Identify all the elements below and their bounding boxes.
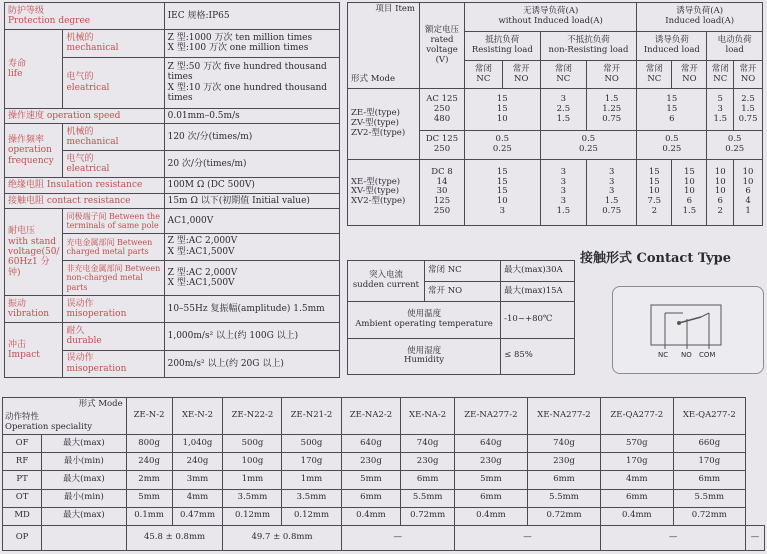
val: 3 3 3 3 1.5 xyxy=(540,159,586,225)
param-value: 660g xyxy=(673,435,746,453)
no-value: 最大(max)15A xyxy=(501,281,575,302)
row-value: 10–55Hz 复振幅(amplitude) 1.5mm xyxy=(164,296,339,323)
spec-table xyxy=(4,2,340,378)
no-label: 常开 NO xyxy=(425,281,501,302)
param-value: 1mm xyxy=(282,471,341,489)
param-cond: 最大(max) xyxy=(42,507,126,525)
op-cond xyxy=(42,526,126,551)
current-table xyxy=(347,260,575,375)
sub-label: 充电金属部间 Between charged metal parts xyxy=(63,233,164,260)
op-value: — xyxy=(454,526,600,551)
induced-header: 诱导负荷(A) Induced load(A) xyxy=(637,3,763,32)
param-value: 0.72mm xyxy=(401,507,455,525)
param-value: 240g xyxy=(126,453,172,471)
induced-load-header: 诱导负荷 Induced load xyxy=(637,31,707,60)
param-value: 6mm xyxy=(527,471,600,489)
row-value: 120 次/分(times/m) xyxy=(164,123,339,150)
val: 15 15 15 10 3 xyxy=(465,159,541,225)
voltage: 480 xyxy=(433,113,451,124)
val: 15 15 10 xyxy=(465,89,541,130)
row-value: IEC 规格:IP65 xyxy=(164,3,339,30)
param-value: 640g xyxy=(454,435,527,453)
param-value: 6mm xyxy=(341,489,401,507)
param-value: 0.47mm xyxy=(172,507,223,525)
row-label: 振动 vibration xyxy=(5,296,63,323)
param-value: 0.4mm xyxy=(341,507,401,525)
motor-load-header: 电动负荷 load xyxy=(707,31,763,60)
current-kind: AC xyxy=(426,94,439,104)
com-terminal-label: COM xyxy=(699,351,716,359)
val: 1.5 1.25 0.75 xyxy=(587,89,637,130)
nc-header: 常闭 NC xyxy=(707,60,734,89)
row-label: 操作频率 operation frequency xyxy=(5,123,63,178)
model-header: ZE-QA277-2 xyxy=(601,398,673,435)
sub-label: 误动作 misoperation xyxy=(63,350,164,377)
param-value: 4mm xyxy=(172,489,223,507)
param-value: 240g xyxy=(172,453,223,471)
temp-label: 使用温度 Ambient operating temperature xyxy=(348,302,501,338)
model-header: XE-NA-2 xyxy=(401,398,455,435)
param-value: 230g xyxy=(527,453,600,471)
param-value: 0.12mm xyxy=(282,507,341,525)
contact-type-title: 接触形式 Contact Type xyxy=(580,251,732,266)
no-header: 常开 NO xyxy=(502,60,540,89)
param-code: RF xyxy=(3,453,42,471)
row-label: 寿命 life xyxy=(5,30,63,108)
param-value: 5.5mm xyxy=(527,489,600,507)
sub-label: 非充电金属部间 Between non-charged metal parts xyxy=(63,260,164,295)
val: 15 15 10 7.5 2 xyxy=(637,159,672,225)
sub-label: 同极端子间 Between the terminals of same pole xyxy=(63,209,164,234)
row-value: 100M Ω (DC 500V) xyxy=(164,178,339,193)
contact-diagram xyxy=(612,286,764,374)
param-value: 100g xyxy=(223,453,282,471)
param-value: 5.5mm xyxy=(673,489,746,507)
voltage-cell: DC 8 14 30 125 250 xyxy=(420,159,465,225)
param-value: 500g xyxy=(223,435,282,453)
val: 10 10 10 6 2 xyxy=(707,159,734,225)
op-row xyxy=(3,526,765,551)
row-label: 防护等级 Protection degree xyxy=(5,3,165,30)
temp-value: -10~+80℃ xyxy=(501,302,575,338)
op-value: — xyxy=(601,526,746,551)
row-label: 耐电压 with stand voltage(50/ 60Hz1 分钟) xyxy=(5,209,63,296)
spec-row xyxy=(3,507,765,525)
nc-header: 常闭 NC xyxy=(637,60,672,89)
param-value: 170g xyxy=(282,453,341,471)
model-header: XE-N-2 xyxy=(172,398,223,435)
val: 0.5 0.25 xyxy=(465,130,541,159)
nc-label: 常闭 NC xyxy=(425,261,501,282)
row-label: 接触电阻 contact resistance xyxy=(5,193,165,208)
no-header: 常开 NO xyxy=(587,60,637,89)
param-value: 6mm xyxy=(454,489,527,507)
val: 10 10 6 4 1 xyxy=(734,159,763,225)
param-value: 6mm xyxy=(401,471,455,489)
val: 0.5 0.25 xyxy=(707,130,763,159)
param-code: OF xyxy=(3,435,42,453)
bottom-corner xyxy=(3,398,127,435)
voltage: 125 xyxy=(441,94,458,104)
op-value: — xyxy=(341,526,454,551)
row-value: 0.01mm–0.5m/s xyxy=(164,108,339,123)
corner-top: 项目 Item xyxy=(375,4,415,14)
sub-label: 耐久 durable xyxy=(63,323,164,350)
param-value: 5mm xyxy=(454,471,527,489)
corner-cell xyxy=(348,3,420,89)
model-header: XE-NA277-2 xyxy=(527,398,600,435)
param-cond: 最大(max) xyxy=(42,435,126,453)
no-header: 常开 NO xyxy=(672,60,707,89)
val: 15 15 6 xyxy=(637,89,707,130)
val: 3 2.5 1.5 xyxy=(540,89,586,130)
param-value: 4mm xyxy=(601,471,673,489)
spec-row xyxy=(3,489,765,507)
speciality-header: 动作特性 Operation speciality xyxy=(5,412,93,433)
row-value: Z 型:AC 2,000V X 型:AC1,500V xyxy=(164,233,339,260)
row-value: 200m/s² 以上(约 20G 以上) xyxy=(164,350,339,377)
sub-label: 机械的 mechanical xyxy=(63,30,164,57)
param-value: 5mm xyxy=(341,471,401,489)
param-cond: 最小(min) xyxy=(42,489,126,507)
param-code: MD xyxy=(3,507,42,525)
val: 3 3 3 1.5 0.75 xyxy=(587,159,637,225)
val: 5 3 1.5 xyxy=(707,89,734,130)
no-header: 常开 NO xyxy=(734,60,763,89)
param-value: 3mm xyxy=(172,471,223,489)
switch-diagram-icon xyxy=(613,287,763,373)
val: 0.5 0.25 xyxy=(540,130,637,159)
voltage-cell xyxy=(420,89,465,130)
nc-header: 常闭 NC xyxy=(465,60,503,89)
rated-voltage-header: 额定电压 rated voltage (V) xyxy=(420,3,465,89)
param-value: 0.72mm xyxy=(527,507,600,525)
model-header: XE-QA277-2 xyxy=(673,398,746,435)
op-label: OP xyxy=(3,526,42,551)
voltage: 250 xyxy=(433,103,451,114)
op-value: — xyxy=(746,526,765,551)
param-value: 0.4mm xyxy=(601,507,673,525)
spec-row xyxy=(3,453,765,471)
load-table xyxy=(347,2,763,226)
param-value: 1mm xyxy=(223,471,282,489)
row-value: Z 型:AC 2,000V X 型:AC1,500V xyxy=(164,260,339,295)
nc-value: 最大(max)30A xyxy=(501,261,575,282)
operation-table xyxy=(2,397,765,551)
param-value: 0.72mm xyxy=(673,507,746,525)
sub-label: 机械的 mechanical xyxy=(63,123,164,150)
param-value: 1,040g xyxy=(172,435,223,453)
humidity-value: ≤ 85% xyxy=(501,338,575,374)
corner-bottom: 形式 Mode xyxy=(351,73,395,84)
row-value: 1,000m/s² 以上(约 100G 以上) xyxy=(164,323,339,350)
param-value: 3.5mm xyxy=(282,489,341,507)
param-value: 230g xyxy=(454,453,527,471)
non-resisting-header: 不抵抗负荷 non-Resisting load xyxy=(540,31,637,60)
type-group: XE-型(type) XV-型(type) XV2-型(type) xyxy=(348,159,420,225)
val: 0.5 0.25 xyxy=(637,130,707,159)
param-value: 2mm xyxy=(126,471,172,489)
param-code: OT xyxy=(3,489,42,507)
row-label: 绝缘电阻 Insulation resistance xyxy=(5,178,165,193)
op-value: 45.8 ± 0.8mm xyxy=(126,526,223,551)
param-value: 740g xyxy=(401,435,455,453)
row-label: 操作速度 operation speed xyxy=(5,108,165,123)
param-value: 230g xyxy=(401,453,455,471)
nc-terminal-label: NC xyxy=(658,351,669,359)
op-value: 49.7 ± 0.8mm xyxy=(223,526,341,551)
param-value: 170g xyxy=(601,453,673,471)
param-value: 230g xyxy=(341,453,401,471)
param-value: 6mm xyxy=(673,471,746,489)
row-value: 20 次/分(times/m) xyxy=(164,151,339,178)
row-value: Z 型:50 万次 five hundred thousand times X 型:10 万次 one hundred thousand times xyxy=(164,57,339,108)
param-value: 570g xyxy=(601,435,673,453)
humidity-label: 使用湿度 Humidity xyxy=(348,338,501,374)
param-code: PT xyxy=(3,471,42,489)
param-value: 640g xyxy=(341,435,401,453)
row-value: Z 型:1000 万次 ten million times X 型:100 万次 one million times xyxy=(164,30,339,57)
row-value: 15m Ω 以下(初期值 Initial value) xyxy=(164,193,339,208)
param-value: 170g xyxy=(673,453,746,471)
nc-header: 常闭 NC xyxy=(540,60,586,89)
row-value: AC1,000V xyxy=(164,209,339,234)
param-cond: 最大(max) xyxy=(42,471,126,489)
voltage-cell: DC 125 250 xyxy=(420,130,465,159)
param-value: 5.5mm xyxy=(401,489,455,507)
param-value: 0.4mm xyxy=(454,507,527,525)
param-value: 5mm xyxy=(126,489,172,507)
model-header: ZE-NA277-2 xyxy=(454,398,527,435)
model-header: ZE-N21-2 xyxy=(282,398,341,435)
row-label: 冲击 Impact xyxy=(5,323,63,378)
param-value: 740g xyxy=(527,435,600,453)
spec-row xyxy=(3,435,765,453)
param-value: 6mm xyxy=(601,489,673,507)
without-induced-header: 无诱导负荷(A) without Induced load(A) xyxy=(465,3,637,32)
sudden-current-label: 突入电流 sudden current xyxy=(348,261,425,302)
sub-label: 误动作 misoperation xyxy=(63,296,164,323)
type-group: ZE-型(type) ZV-型(type) ZV2-型(type) xyxy=(348,89,420,159)
val: 15 10 10 6 1.5 xyxy=(672,159,707,225)
sub-label: 电气的 eleatrical xyxy=(63,57,164,108)
param-value: 800g xyxy=(126,435,172,453)
spec-row xyxy=(3,471,765,489)
param-value: 0.1mm xyxy=(126,507,172,525)
model-header: ZE-N-2 xyxy=(126,398,172,435)
param-value: 3.5mm xyxy=(223,489,282,507)
mode-header: 形式 Mode xyxy=(78,399,123,409)
param-value: 500g xyxy=(282,435,341,453)
param-value: 0.12mm xyxy=(223,507,282,525)
val: 2.5 1.5 0.75 xyxy=(734,89,763,130)
resisting-header: 抵抗负荷 Resisting load xyxy=(465,31,541,60)
model-header: ZE-NA2-2 xyxy=(341,398,401,435)
sub-label: 电气的 eleatrical xyxy=(63,151,164,178)
param-cond: 最小(min) xyxy=(42,453,126,471)
no-terminal-label: NO xyxy=(681,351,692,359)
model-header: ZE-N22-2 xyxy=(223,398,282,435)
